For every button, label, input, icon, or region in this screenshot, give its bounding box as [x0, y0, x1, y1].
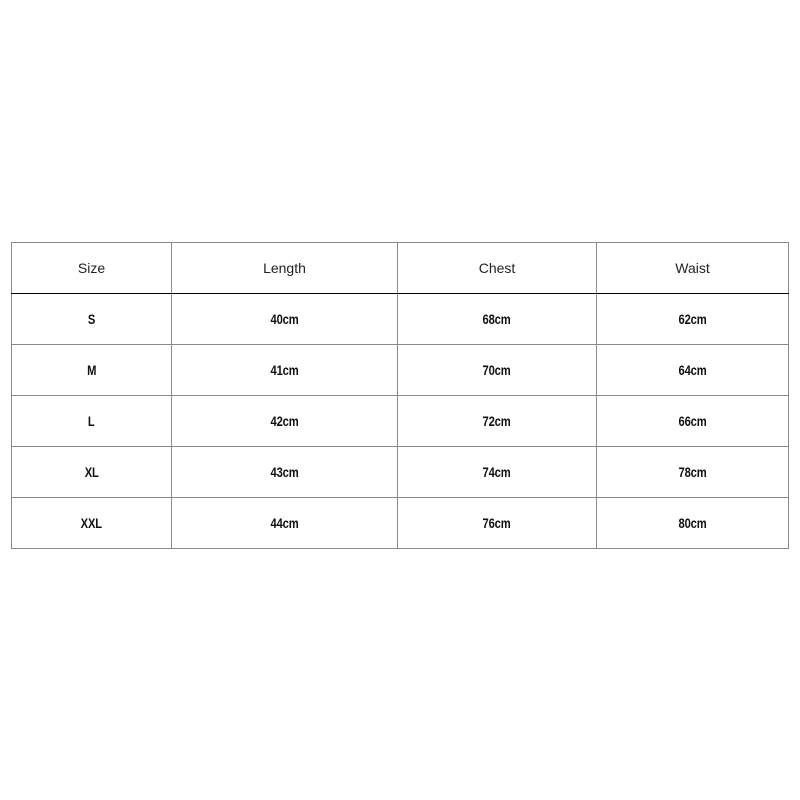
- table-row: [12, 294, 789, 345]
- cell-size: [12, 447, 172, 498]
- cell-length: [172, 447, 398, 498]
- cell-size: [12, 294, 172, 345]
- table-row: [12, 498, 789, 549]
- cell-text: 68cm: [482, 311, 511, 327]
- header-size: Size: [12, 243, 172, 294]
- cell-chest: [398, 447, 597, 498]
- cell-text: 42cm: [270, 413, 299, 429]
- cell-text: L: [88, 413, 95, 429]
- cell-length: [172, 294, 398, 345]
- cell-length: [172, 498, 398, 549]
- cell-text: XXL: [80, 515, 103, 531]
- cell-text: 80cm: [678, 515, 707, 531]
- cell-text: 62cm: [678, 311, 707, 327]
- header-waist: Waist: [597, 243, 789, 294]
- table-row: [12, 345, 789, 396]
- table-row: [12, 396, 789, 447]
- cell-length: [172, 345, 398, 396]
- cell-text: S: [87, 311, 96, 327]
- cell-text: 76cm: [482, 515, 511, 531]
- cell-text: 70cm: [482, 362, 511, 378]
- table-body: [12, 294, 789, 549]
- cell-text: XL: [84, 464, 99, 480]
- header-chest: Chest: [398, 243, 597, 294]
- cell-text: 74cm: [482, 464, 511, 480]
- cell-text: 66cm: [678, 413, 707, 429]
- cell-size: [12, 498, 172, 549]
- cell-text: 64cm: [678, 362, 707, 378]
- cell-text: 78cm: [678, 464, 707, 480]
- cell-text: 40cm: [270, 311, 299, 327]
- header-length: Length: [172, 243, 398, 294]
- cell-chest: [398, 345, 597, 396]
- cell-waist: [597, 294, 789, 345]
- cell-length: [172, 396, 398, 447]
- cell-chest: [398, 294, 597, 345]
- cell-text: 72cm: [482, 413, 511, 429]
- cell-waist: [597, 396, 789, 447]
- cell-chest: [398, 396, 597, 447]
- cell-waist: [597, 498, 789, 549]
- cell-text: 43cm: [270, 464, 299, 480]
- cell-size: [12, 396, 172, 447]
- table-row: [12, 447, 789, 498]
- cell-text: M: [86, 362, 97, 378]
- cell-size: [12, 345, 172, 396]
- header-row: [12, 243, 789, 294]
- size-chart-table: [11, 242, 789, 549]
- cell-waist: [597, 447, 789, 498]
- cell-text: 44cm: [270, 515, 299, 531]
- cell-chest: [398, 498, 597, 549]
- table-header: [12, 243, 789, 294]
- cell-text: 41cm: [270, 362, 299, 378]
- cell-waist: [597, 345, 789, 396]
